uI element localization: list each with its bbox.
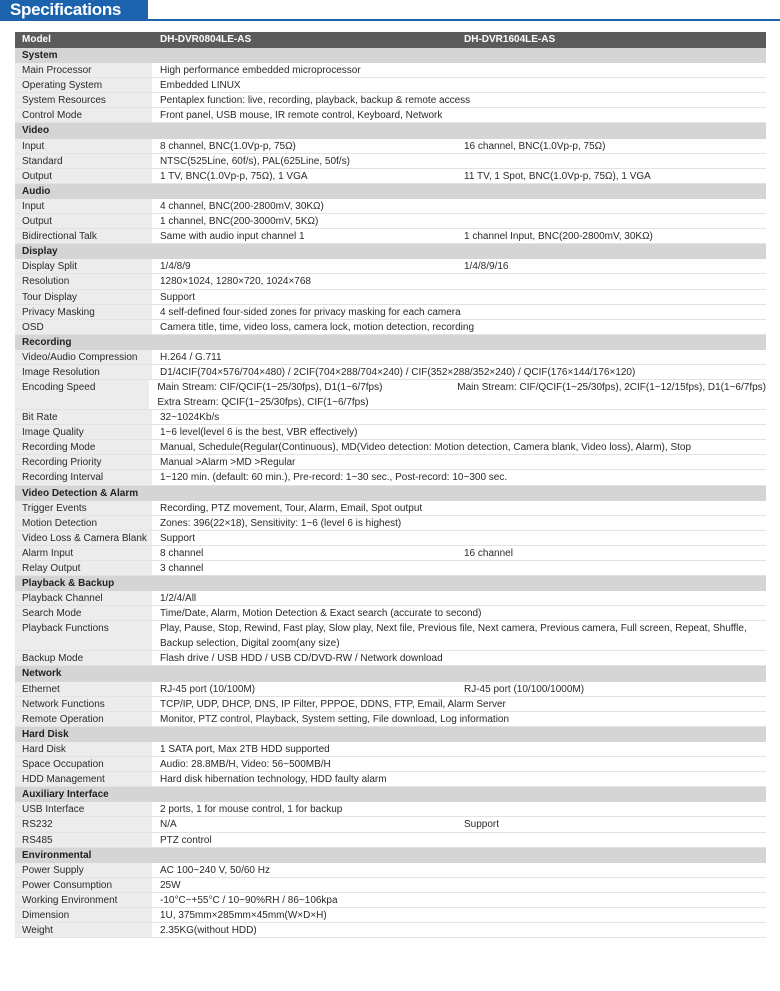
section-title: Environmental (22, 849, 92, 861)
spec-label: Recording Priority (15, 455, 152, 469)
spec-label: Weight (15, 923, 152, 937)
spec-label: Output (15, 214, 152, 228)
spec-value: PTZ control (160, 834, 212, 846)
spec-label: Control Mode (15, 108, 152, 122)
table-row (15, 169, 766, 184)
section-title: Auxiliary Interface (22, 789, 109, 801)
table-header-row (15, 32, 766, 48)
table-row (15, 878, 766, 893)
header-rule (148, 19, 780, 21)
spec-value: 1/2/4/All (160, 593, 197, 605)
table-row (15, 742, 766, 757)
spec-label: Motion Detection (15, 516, 152, 530)
table-row (15, 63, 766, 78)
spec-value-model-2: 1 channel Input, BNC(200-2800mV, 30KΩ) (464, 231, 653, 243)
spec-label: Dimension (15, 908, 152, 922)
header-tab (0, 0, 148, 21)
spec-value: H.264 / G.711 (160, 351, 222, 363)
spec-label: Backup Mode (15, 651, 152, 665)
table-row (15, 350, 766, 365)
spec-label: Tour Display (15, 290, 152, 304)
section-header-row (15, 727, 766, 742)
spec-label: Video Loss & Camera Blank (15, 531, 152, 545)
spec-value-model-2: Support (464, 819, 500, 831)
spec-value: 1280×1024, 1280×720, 1024×768 (160, 276, 311, 288)
table-row (15, 606, 766, 621)
table-row (15, 214, 766, 229)
spec-value-model-1: 8 channel, BNC(1.0Vp-p, 75Ω) (160, 140, 296, 152)
spec-value: Support (160, 291, 196, 303)
spec-value: 32~1024Kb/s (160, 412, 220, 424)
spec-value: 3 channel (160, 563, 204, 574)
table-row (15, 199, 766, 214)
spec-value-model-1: 1 TV, BNC(1.0Vp-p, 75Ω), 1 VGA (160, 170, 308, 182)
spec-value: Front panel, USB mouse, IR remote control, Keyboard, Network (160, 110, 443, 122)
table-row (15, 908, 766, 923)
spec-value-model-1: N/A (160, 819, 177, 831)
table-row (15, 229, 766, 244)
table-row (15, 863, 766, 878)
spec-value: 1~6 level(level 6 is the best, VBR effectively) (160, 427, 358, 439)
table-row (15, 365, 766, 380)
spec-label: HDD Management (15, 772, 152, 786)
table-row (15, 154, 766, 169)
table-row (15, 516, 766, 531)
table-row (15, 697, 766, 712)
spec-label: USB Interface (15, 802, 152, 816)
spec-label: Power Supply (15, 863, 152, 877)
spec-label: Video/Audio Compression (15, 350, 152, 364)
table-row (15, 893, 766, 908)
table-row (15, 93, 766, 108)
spec-label: Alarm Input (15, 546, 152, 560)
spec-value: Recording, PTZ movement, Tour, Alarm, Email, Spot output (160, 502, 423, 514)
section-header-row (15, 576, 766, 591)
section-header-row (15, 48, 766, 63)
spec-label: Relay Output (15, 561, 152, 575)
table-row (15, 712, 766, 727)
section-title: Display (22, 246, 58, 258)
spec-value: Main Stream: CIF/QCIF(1~25/30fps), D1(1~6/7fps) (157, 382, 383, 394)
section-header-row (15, 848, 766, 863)
table-row (15, 546, 766, 561)
table-row (15, 290, 766, 305)
table-row (15, 621, 766, 651)
spec-label: Image Resolution (15, 365, 152, 379)
table-row (15, 259, 766, 274)
spec-label: System Resources (15, 93, 152, 107)
section-header-row (15, 123, 766, 138)
section-title: Playback & Backup (22, 578, 115, 590)
spec-label: Encoding Speed (15, 380, 149, 409)
spec-value: Hard disk hibernation technology, HDD faulty alarm (160, 774, 387, 786)
spec-value: Support (160, 532, 196, 544)
spec-label: Playback Channel (15, 591, 152, 605)
spec-value-model-1: 8 channel (160, 547, 204, 559)
table-row (15, 833, 766, 848)
spec-label: Output (15, 169, 152, 183)
column-header-model-2: DH-DVR1604LE-AS (464, 34, 556, 45)
spec-label: Network Functions (15, 697, 152, 711)
spec-value: 1 SATA port, Max 2TB HDD supported (160, 743, 330, 755)
spec-value: Embedded LINUX (160, 80, 241, 92)
spec-value: D1/4CIF(704×576/704×480) / 2CIF(704×288/704×240) / CIF(352×288/352×240) / QCIF(176×144/176×120) (160, 366, 636, 378)
spec-label: Recording Mode (15, 440, 152, 454)
section-header-row (15, 666, 766, 681)
spec-value-model-2: 1/4/8/9/16 (464, 261, 509, 273)
spec-value: TCP/IP, UDP, DHCP, DNS, IP Filter, PPPOE, DDNS, FTP, Email, Alarm Server (160, 698, 506, 710)
spec-label: Input (15, 199, 152, 213)
spec-value: Zones: 396(22×18), Sensitivity: 1~6 (level 6 is highest) (160, 517, 402, 529)
section-header-row (15, 184, 766, 199)
spec-label: Hard Disk (15, 742, 152, 756)
spec-value: 1~120 min. (default: 60 min.), Pre-record: 1~30 sec., Post-record: 10~300 sec. (160, 472, 508, 484)
table-row (15, 440, 766, 455)
table-row (15, 410, 766, 425)
spec-value: Camera title, time, video loss, camera lock, motion detection, recording (160, 321, 475, 333)
table-row (15, 139, 766, 154)
spec-table (15, 32, 766, 938)
spec-label: Main Processor (15, 63, 152, 77)
spec-label: RS485 (15, 833, 152, 847)
spec-value: 2.35KG(without HDD) (160, 925, 257, 937)
spec-value: AC 100~240 V, 50/60 Hz (160, 864, 270, 876)
spec-label: Power Consumption (15, 878, 152, 892)
spec-value: 25W (160, 879, 181, 891)
spec-value-model-2: 16 channel (464, 547, 513, 559)
spec-label: Privacy Masking (15, 305, 152, 319)
section-title: Video (22, 125, 50, 137)
spec-value: NTSC(525Line, 60f/s), PAL(625Line, 50f/s) (160, 155, 350, 167)
spec-label: OSD (15, 320, 152, 334)
spec-label: RS232 (15, 817, 152, 831)
spec-label: Bidirectional Talk (15, 229, 152, 243)
table-row (15, 425, 766, 440)
spec-value: 1 channel, BNC(200-3000mV, 5KΩ) (160, 216, 319, 228)
table-row (15, 470, 766, 485)
spec-value: 2 ports, 1 for mouse control, 1 for backup (160, 804, 343, 816)
table-row (15, 802, 766, 817)
spec-label: Trigger Events (15, 501, 152, 515)
table-row (15, 817, 766, 832)
spec-label: Standard (15, 154, 152, 168)
spec-label: Remote Operation (15, 712, 152, 726)
table-row (15, 501, 766, 516)
spec-value-model-2: Main Stream: CIF/QCIF(1~25/30fps), 2CIF(1~12/15fps), D1(1~6/7fps) (457, 382, 766, 394)
table-row (15, 78, 766, 93)
page-title: Specifications (10, 0, 122, 19)
spec-label: Resolution (15, 274, 152, 288)
section-title: Recording (22, 336, 72, 348)
section-title: System (22, 50, 58, 61)
table-row (15, 305, 766, 320)
table-row (15, 531, 766, 546)
spec-value-continued: Backup selection, Digital zoom(any size) (160, 638, 340, 650)
table-row (15, 380, 766, 410)
spec-value: Play, Pause, Stop, Rewind, Fast play, Slow play, Next file, Previous file, Next camera, Previous camera, Full screen, Repeat, Shuffle, (160, 623, 747, 635)
column-header-model: Model (22, 34, 51, 45)
spec-value: 1U, 375mm×285mm×45mm(W×D×H) (160, 909, 327, 921)
spec-value: 4 channel, BNC(200-2800mV, 30KΩ) (160, 200, 324, 212)
table-row (15, 108, 766, 123)
spec-value: Audio: 28.8MB/H, Video: 56~500MB/H (160, 759, 331, 771)
spec-value-model-1: RJ-45 port (10/100M) (160, 683, 256, 695)
column-header-model-1: DH-DVR0804LE-AS (160, 34, 252, 45)
spec-value: High performance embedded microprocessor (160, 65, 361, 77)
table-row (15, 757, 766, 772)
table-row (15, 923, 766, 938)
spec-value: Manual >Alarm >MD >Regular (160, 457, 296, 469)
spec-value-model-2: 11 TV, 1 Spot, BNC(1.0Vp-p, 75Ω), 1 VGA (464, 170, 651, 182)
spec-label: Playback Functions (15, 621, 152, 650)
spec-value-cell (152, 621, 766, 650)
table-row (15, 651, 766, 666)
spec-value: 4 self-defined four-sided zones for privacy masking for each camera (160, 306, 461, 318)
section-header-row (15, 335, 766, 350)
table-row (15, 274, 766, 289)
spec-value-continued: Extra Stream: QCIF(1~25/30fps), CIF(1~6/7fps) (157, 397, 369, 409)
spec-label: Input (15, 139, 152, 153)
spec-value: Manual, Schedule(Regular(Continuous), MD(Video detection: Motion detection, Camera blank, Video loss), Alarm), Stop (160, 442, 692, 454)
spec-label: Image Quality (15, 425, 152, 439)
table-row (15, 772, 766, 787)
spec-value: Monitor, PTZ control, Playback, System setting, File download, Log information (160, 713, 510, 725)
table-row (15, 455, 766, 470)
spec-label: Display Split (15, 259, 152, 273)
section-title: Audio (22, 185, 51, 197)
section-header-row (15, 787, 766, 802)
section-title: Video Detection & Alarm (22, 487, 139, 499)
spec-value: Time/Date, Alarm, Motion Detection & Exact search (accurate to second) (160, 608, 482, 620)
section-title: Network (22, 668, 62, 680)
table-row (15, 320, 766, 335)
spec-value-cell (149, 380, 451, 409)
spec-label: Bit Rate (15, 410, 152, 424)
spec-label: Search Mode (15, 606, 152, 620)
spec-label: Space Occupation (15, 757, 152, 771)
page-header (0, 0, 780, 32)
spec-value: Flash drive / USB HDD / USB CD/DVD-RW / Network download (160, 653, 443, 665)
section-title: Hard Disk (22, 728, 69, 740)
spec-value-model-1: Same with audio input channel 1 (160, 231, 305, 243)
table-row (15, 682, 766, 697)
spec-label: Ethernet (15, 682, 152, 696)
section-header-row (15, 486, 766, 501)
spec-label: Recording Interval (15, 470, 152, 484)
spec-label: Working Environment (15, 893, 152, 907)
spec-value: -10°C~+55°C / 10~90%RH / 86~106kpa (160, 894, 338, 906)
spec-label: Operating System (15, 78, 152, 92)
table-row (15, 561, 766, 576)
section-header-row (15, 244, 766, 259)
table-row (15, 591, 766, 606)
spec-value: Pentaplex function: live, recording, playback, backup & remote access (160, 95, 471, 107)
spec-value-model-2: RJ-45 port (10/100/1000M) (464, 683, 585, 695)
spec-value-model-2: 16 channel, BNC(1.0Vp-p, 75Ω) (464, 140, 606, 152)
spec-value-model-1: 1/4/8/9 (160, 261, 191, 273)
